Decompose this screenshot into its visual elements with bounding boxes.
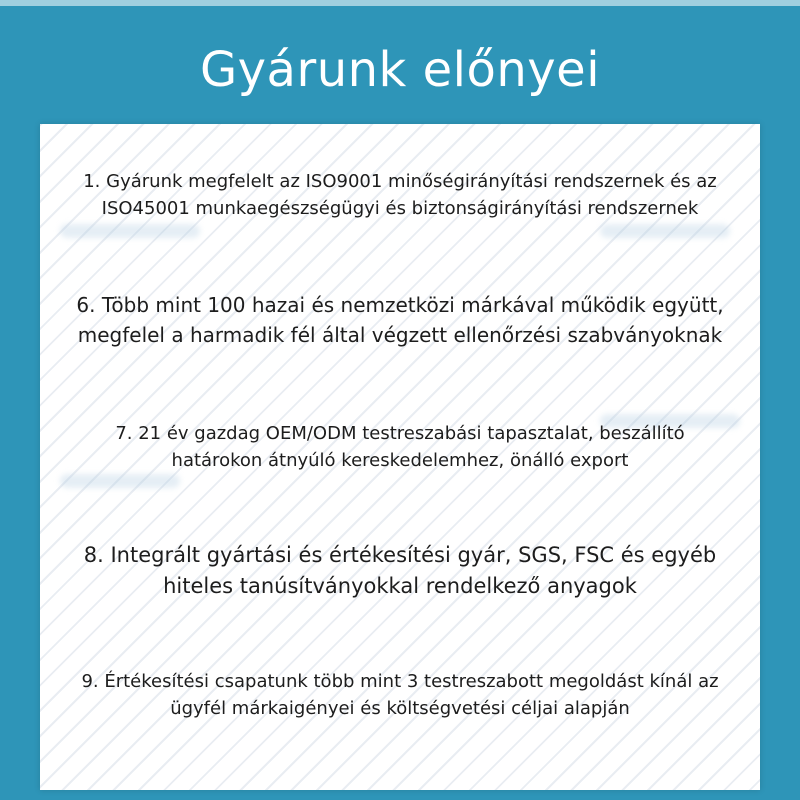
advantage-item-9-line-1: 9. Értékesítési csapatunk több mint 3 testreszabott megoldást kínál az: [81, 671, 719, 692]
content-panel: [40, 124, 760, 790]
advantage-item-9: [40, 668, 760, 722]
advantage-item-6: [40, 290, 760, 350]
decorative-smudge: [60, 224, 200, 238]
advantage-item-7-line-1: 7. 21 év gazdag OEM/ODM testreszabási tapasztalat, beszállító: [115, 423, 685, 444]
advantage-item-9-line-2: ügyfél márkaigényei és költségvetési céljai alapján: [170, 698, 630, 719]
advantage-item-8-line-1: 8. Integrált gyártási és értékesítési gyár, SGS, FSC és egyéb: [83, 543, 717, 567]
advantage-item-6-line-2: megfelel a harmadik fél által végzett ellenőrzési szabványoknak: [77, 323, 723, 347]
advantage-item-6-line-1: 6. Több mint 100 hazai és nemzetközi márkával működik együtt,: [76, 293, 724, 317]
top-border-line: [0, 0, 800, 6]
advantage-item-1-line-1: 1. Gyárunk megfelelt az ISO9001 minőségirányítási rendszernek és az: [83, 171, 717, 192]
advantage-item-7-line-2: határokon átnyúló kereskedelemhez, önálló export: [171, 450, 629, 471]
advantage-item-8-line-2: hiteles tanúsítványokkal rendelkező anyagok: [163, 574, 637, 598]
advantage-item-7: [40, 420, 760, 474]
page-title: Gyárunk előnyei: [199, 42, 601, 98]
decorative-smudge: [60, 474, 180, 488]
decorative-smudge: [600, 224, 730, 238]
advantage-item-1: [40, 168, 760, 222]
advantage-item-8: [40, 540, 760, 602]
advantage-item-1-line-2: ISO45001 munkaegészségügyi és biztonságirányítási rendszernek: [101, 198, 699, 219]
